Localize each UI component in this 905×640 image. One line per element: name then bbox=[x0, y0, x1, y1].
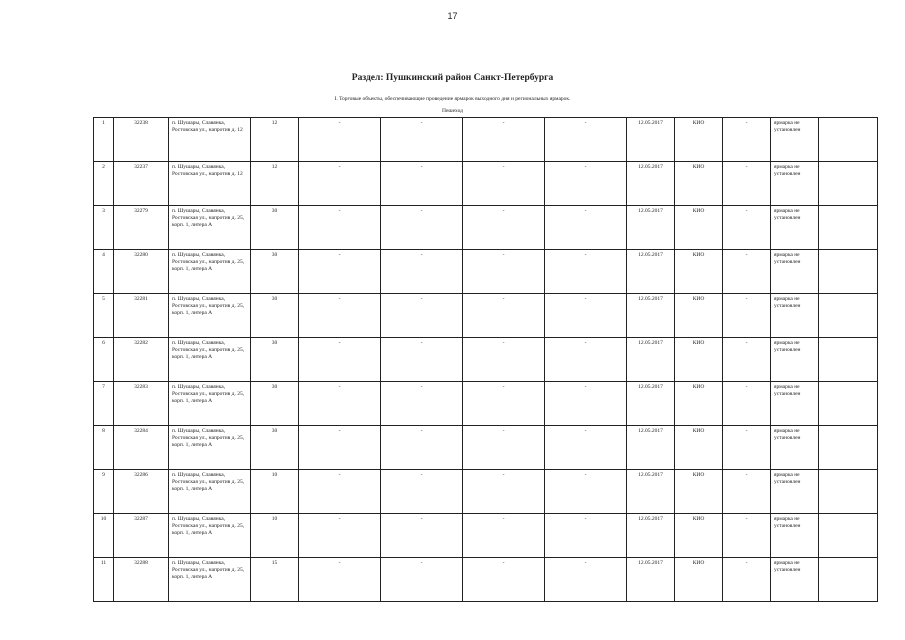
cell-col5: - bbox=[299, 162, 381, 206]
object-type: КИО bbox=[675, 118, 723, 162]
object-date: 12.05.2017 bbox=[627, 514, 675, 558]
row-number: 4 bbox=[94, 250, 114, 294]
cell-col6: - bbox=[381, 294, 463, 338]
object-type: КИО bbox=[675, 558, 723, 602]
object-date: 12.05.2017 bbox=[627, 382, 675, 426]
cell-col13 bbox=[819, 558, 878, 602]
row-number: 3 bbox=[94, 206, 114, 250]
object-date: 12.05.2017 bbox=[627, 338, 675, 382]
object-date: 12.05.2017 bbox=[627, 426, 675, 470]
cell-col11: - bbox=[723, 118, 771, 162]
object-address: п. Шушары, Славянка, Ростовская ул., напротив д. 12 bbox=[169, 162, 251, 206]
table-row bbox=[94, 558, 878, 602]
object-status: ярмарка не установлен bbox=[771, 558, 819, 602]
object-type: КИО bbox=[675, 470, 723, 514]
object-date: 12.05.2017 bbox=[627, 206, 675, 250]
cell-col7: - bbox=[463, 338, 545, 382]
cell-col6: - bbox=[381, 426, 463, 470]
cell-col8: - bbox=[545, 206, 627, 250]
table-row bbox=[94, 426, 878, 470]
object-address: п. Шушары, Славянка, Ростовская ул., напротив д. 12 bbox=[169, 118, 251, 162]
object-status: ярмарка не установлен bbox=[771, 118, 819, 162]
object-date: 12.05.2017 bbox=[627, 294, 675, 338]
table-row bbox=[94, 382, 878, 426]
cell-col13 bbox=[819, 338, 878, 382]
cell-col13 bbox=[819, 206, 878, 250]
object-type: КИО bbox=[675, 338, 723, 382]
cell-col7: - bbox=[463, 294, 545, 338]
cell-col6: - bbox=[381, 514, 463, 558]
cell-col11: - bbox=[723, 426, 771, 470]
cell-col5: - bbox=[299, 250, 381, 294]
cell-col8: - bbox=[545, 558, 627, 602]
object-id: 32287 bbox=[114, 514, 169, 558]
cell-col5: - bbox=[299, 470, 381, 514]
cell-col7: - bbox=[463, 470, 545, 514]
cell-col13 bbox=[819, 514, 878, 558]
object-status: ярмарка не установлен bbox=[771, 514, 819, 558]
object-address: п. Шушары, Славянка, Ростовская ул., напротив д. 25, корп. 1, литера А bbox=[169, 514, 251, 558]
row-number: 2 bbox=[94, 162, 114, 206]
table-row bbox=[94, 250, 878, 294]
object-type: КИО bbox=[675, 250, 723, 294]
object-area: 30 bbox=[251, 250, 299, 294]
object-id: 32286 bbox=[114, 470, 169, 514]
object-address: п. Шушары, Славянка, Ростовская ул., напротив д. 25, корп. 1, литера А bbox=[169, 558, 251, 602]
cell-col7: - bbox=[463, 118, 545, 162]
object-status: ярмарка не установлен bbox=[771, 470, 819, 514]
object-date: 12.05.2017 bbox=[627, 558, 675, 602]
cell-col11: - bbox=[723, 338, 771, 382]
cell-col13 bbox=[819, 382, 878, 426]
row-number: 6 bbox=[94, 338, 114, 382]
cell-col6: - bbox=[381, 250, 463, 294]
row-number: 8 bbox=[94, 426, 114, 470]
object-address: п. Шушары, Славянка, Ростовская ул., напротив д. 25, корп. 1, литера А bbox=[169, 206, 251, 250]
cell-col5: - bbox=[299, 294, 381, 338]
table-row bbox=[94, 338, 878, 382]
object-status: ярмарка не установлен bbox=[771, 206, 819, 250]
object-status: ярмарка не установлен bbox=[771, 338, 819, 382]
cell-col6: - bbox=[381, 470, 463, 514]
table-row bbox=[94, 470, 878, 514]
object-status: ярмарка не установлен bbox=[771, 294, 819, 338]
object-id: 32282 bbox=[114, 338, 169, 382]
cell-col13 bbox=[819, 294, 878, 338]
cell-col5: - bbox=[299, 382, 381, 426]
cell-col8: - bbox=[545, 382, 627, 426]
cell-col7: - bbox=[463, 426, 545, 470]
object-type: КИО bbox=[675, 162, 723, 206]
page-number: 17 bbox=[447, 11, 458, 21]
cell-col6: - bbox=[381, 338, 463, 382]
table-row bbox=[94, 162, 878, 206]
cell-col6: - bbox=[381, 162, 463, 206]
object-date: 12.05.2017 bbox=[627, 162, 675, 206]
object-id: 32281 bbox=[114, 294, 169, 338]
object-address: п. Шушары, Славянка, Ростовская ул., напротив д. 25, корп. 1, литера А bbox=[169, 338, 251, 382]
object-id: 32283 bbox=[114, 382, 169, 426]
cell-col13 bbox=[819, 162, 878, 206]
object-area: 30 bbox=[251, 426, 299, 470]
table-caption: Пешеход bbox=[442, 108, 463, 114]
cell-col8: - bbox=[545, 118, 627, 162]
row-number: 5 bbox=[94, 294, 114, 338]
section-subtitle: I. Торговые объекты, обеспечивающие проведение ярмарок выходного дня и региональных ярмарок. bbox=[334, 96, 571, 102]
cell-col5: - bbox=[299, 206, 381, 250]
cell-col13 bbox=[819, 426, 878, 470]
object-area: 12 bbox=[251, 162, 299, 206]
object-type: КИО bbox=[675, 426, 723, 470]
cell-col5: - bbox=[299, 426, 381, 470]
object-id: 32284 bbox=[114, 426, 169, 470]
cell-col13 bbox=[819, 470, 878, 514]
table-row bbox=[94, 514, 878, 558]
object-area: 30 bbox=[251, 294, 299, 338]
object-address: п. Шушары, Славянка, Ростовская ул., напротив д. 25, корп. 1, литера А bbox=[169, 470, 251, 514]
object-id: 32279 bbox=[114, 206, 169, 250]
row-number: 7 bbox=[94, 382, 114, 426]
cell-col11: - bbox=[723, 514, 771, 558]
cell-col11: - bbox=[723, 558, 771, 602]
object-date: 12.05.2017 bbox=[627, 250, 675, 294]
cell-col6: - bbox=[381, 206, 463, 250]
cell-col11: - bbox=[723, 382, 771, 426]
object-area: 10 bbox=[251, 514, 299, 558]
cell-col7: - bbox=[463, 206, 545, 250]
cell-col8: - bbox=[545, 250, 627, 294]
object-address: п. Шушары, Славянка, Ростовская ул., напротив д. 25, корп. 1, литера А bbox=[169, 382, 251, 426]
cell-col5: - bbox=[299, 514, 381, 558]
cell-col13 bbox=[819, 250, 878, 294]
object-address: п. Шушары, Славянка, Ростовская ул., напротив д. 25, корп. 1, литера А bbox=[169, 294, 251, 338]
object-area: 30 bbox=[251, 382, 299, 426]
object-area: 10 bbox=[251, 470, 299, 514]
object-status: ярмарка не установлен bbox=[771, 162, 819, 206]
cell-col7: - bbox=[463, 162, 545, 206]
cell-col6: - bbox=[381, 558, 463, 602]
section-title: Раздел: Пушкинский район Санкт-Петербурга bbox=[351, 73, 554, 83]
object-id: 32288 bbox=[114, 558, 169, 602]
object-date: 12.05.2017 bbox=[627, 470, 675, 514]
cell-col8: - bbox=[545, 294, 627, 338]
cell-col11: - bbox=[723, 470, 771, 514]
row-number: 9 bbox=[94, 470, 114, 514]
cell-col6: - bbox=[381, 382, 463, 426]
object-area: 30 bbox=[251, 338, 299, 382]
object-address: п. Шушары, Славянка, Ростовская ул., напротив д. 25, корп. 1, литера А bbox=[169, 426, 251, 470]
object-type: КИО bbox=[675, 514, 723, 558]
object-status: ярмарка не установлен bbox=[771, 382, 819, 426]
object-area: 15 bbox=[251, 558, 299, 602]
cell-col8: - bbox=[545, 426, 627, 470]
object-address: п. Шушары, Славянка, Ростовская ул., напротив д. 25, корп. 1, литера А bbox=[169, 250, 251, 294]
object-id: 32237 bbox=[114, 162, 169, 206]
cell-col11: - bbox=[723, 162, 771, 206]
object-area: 30 bbox=[251, 206, 299, 250]
cell-col13 bbox=[819, 118, 878, 162]
cell-col6: - bbox=[381, 118, 463, 162]
object-date: 12.05.2017 bbox=[627, 118, 675, 162]
cell-col8: - bbox=[545, 470, 627, 514]
cell-col5: - bbox=[299, 558, 381, 602]
cell-col11: - bbox=[723, 294, 771, 338]
cell-col11: - bbox=[723, 250, 771, 294]
object-status: ярмарка не установлен bbox=[771, 426, 819, 470]
object-status: ярмарка не установлен bbox=[771, 250, 819, 294]
registry-table bbox=[93, 117, 878, 602]
object-type: КИО bbox=[675, 294, 723, 338]
row-number: 11 bbox=[94, 558, 114, 602]
cell-col5: - bbox=[299, 118, 381, 162]
cell-col8: - bbox=[545, 338, 627, 382]
table-row bbox=[94, 206, 878, 250]
object-area: 12 bbox=[251, 118, 299, 162]
object-type: КИО bbox=[675, 206, 723, 250]
table-row bbox=[94, 294, 878, 338]
cell-col8: - bbox=[545, 162, 627, 206]
cell-col7: - bbox=[463, 558, 545, 602]
cell-col7: - bbox=[463, 382, 545, 426]
object-id: 32238 bbox=[114, 118, 169, 162]
object-type: КИО bbox=[675, 382, 723, 426]
cell-col7: - bbox=[463, 250, 545, 294]
cell-col7: - bbox=[463, 514, 545, 558]
table-row bbox=[94, 118, 878, 162]
row-number: 1 bbox=[94, 118, 114, 162]
cell-col5: - bbox=[299, 338, 381, 382]
cell-col11: - bbox=[723, 206, 771, 250]
row-number: 10 bbox=[94, 514, 114, 558]
object-id: 32280 bbox=[114, 250, 169, 294]
cell-col8: - bbox=[545, 514, 627, 558]
